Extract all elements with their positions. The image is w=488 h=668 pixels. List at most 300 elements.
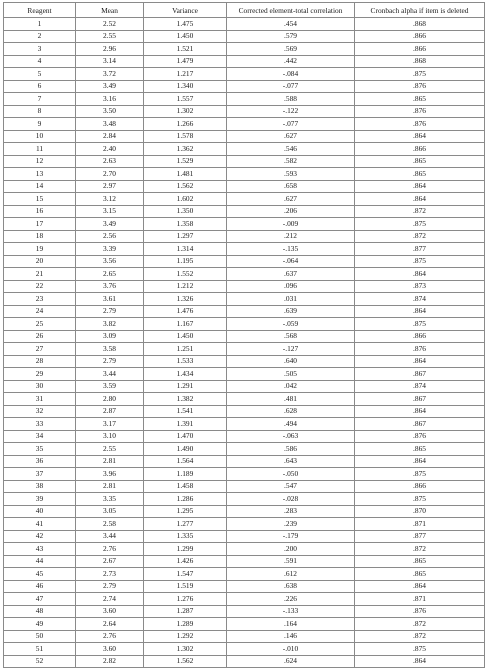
mean-cell: 2.76	[76, 630, 144, 643]
mean-cell: 2.76	[76, 543, 144, 556]
alpha-cell: .877	[355, 243, 485, 256]
table-row	[4, 168, 485, 181]
alpha-cell: .877	[355, 530, 485, 543]
mean-cell: 3.58	[76, 343, 144, 356]
variance-cell: 1.476	[144, 305, 227, 318]
correlation-cell: -.050	[227, 468, 355, 481]
variance-cell: 1.521	[144, 43, 227, 56]
correlation-cell: .226	[227, 593, 355, 606]
correlation-cell: .546	[227, 143, 355, 156]
reagent-cell: 20	[4, 255, 76, 268]
reagent-cell: 7	[4, 93, 76, 106]
mean-cell: 3.49	[76, 218, 144, 231]
correlation-cell: .505	[227, 368, 355, 381]
variance-cell: 1.434	[144, 368, 227, 381]
correlation-cell: .627	[227, 193, 355, 206]
table-row	[4, 368, 485, 381]
table-row	[4, 505, 485, 518]
variance-cell: 1.358	[144, 218, 227, 231]
correlation-cell: .547	[227, 480, 355, 493]
reagent-cell: 40	[4, 505, 76, 518]
alpha-cell: .866	[355, 30, 485, 43]
alpha-cell: .867	[355, 393, 485, 406]
reagent-cell: 29	[4, 368, 76, 381]
variance-cell: 1.251	[144, 343, 227, 356]
correlation-cell: -.084	[227, 68, 355, 81]
variance-cell: 1.167	[144, 318, 227, 331]
alpha-cell: .872	[355, 230, 485, 243]
mean-cell: 3.61	[76, 293, 144, 306]
mean-cell: 3.60	[76, 605, 144, 618]
mean-cell: 3.82	[76, 318, 144, 331]
mean-cell: 2.79	[76, 580, 144, 593]
alpha-cell: .867	[355, 418, 485, 431]
alpha-cell: .875	[355, 468, 485, 481]
correlation-cell: .612	[227, 568, 355, 581]
mean-cell: 3.12	[76, 193, 144, 206]
alpha-cell: .873	[355, 280, 485, 293]
mean-cell: 3.49	[76, 80, 144, 93]
reagent-cell: 52	[4, 655, 76, 668]
correlation-cell: .658	[227, 180, 355, 193]
table-row	[4, 605, 485, 618]
alpha-cell: .865	[355, 155, 485, 168]
correlation-cell: .164	[227, 618, 355, 631]
correlation-cell: .643	[227, 455, 355, 468]
table-row	[4, 155, 485, 168]
table-row	[4, 180, 485, 193]
table-row	[4, 105, 485, 118]
mean-cell: 2.70	[76, 168, 144, 181]
reagent-cell: 9	[4, 118, 76, 131]
header-row	[4, 3, 485, 18]
reagent-cell: 42	[4, 530, 76, 543]
mean-cell: 2.55	[76, 30, 144, 43]
reagent-cell: 1	[4, 18, 76, 31]
mean-cell: 2.80	[76, 393, 144, 406]
mean-cell: 2.40	[76, 143, 144, 156]
reagent-cell: 35	[4, 443, 76, 456]
reagent-cell: 33	[4, 418, 76, 431]
alpha-cell: .874	[355, 380, 485, 393]
table-row	[4, 543, 485, 556]
header-mean: Mean	[76, 3, 144, 18]
alpha-cell: .868	[355, 18, 485, 31]
table-row	[4, 430, 485, 443]
correlation-cell: .588	[227, 93, 355, 106]
alpha-cell: .876	[355, 80, 485, 93]
table-row	[4, 580, 485, 593]
table-row	[4, 455, 485, 468]
table-row	[4, 443, 485, 456]
reagent-cell: 48	[4, 605, 76, 618]
variance-cell: 1.302	[144, 105, 227, 118]
alpha-cell: .867	[355, 368, 485, 381]
alpha-cell: .864	[355, 130, 485, 143]
reagent-cell: 49	[4, 618, 76, 631]
mean-cell: 2.79	[76, 355, 144, 368]
variance-cell: 1.490	[144, 443, 227, 456]
alpha-cell: .874	[355, 293, 485, 306]
mean-cell: 3.60	[76, 643, 144, 656]
alpha-cell: .865	[355, 93, 485, 106]
reagent-cell: 36	[4, 455, 76, 468]
variance-cell: 1.195	[144, 255, 227, 268]
correlation-cell: .593	[227, 168, 355, 181]
correlation-cell: .586	[227, 443, 355, 456]
alpha-cell: .865	[355, 555, 485, 568]
reagent-cell: 39	[4, 493, 76, 506]
mean-cell: 3.59	[76, 380, 144, 393]
mean-cell: 2.82	[76, 655, 144, 668]
reagent-cell: 46	[4, 580, 76, 593]
mean-cell: 2.65	[76, 268, 144, 281]
mean-cell: 2.67	[76, 555, 144, 568]
correlation-cell: .442	[227, 55, 355, 68]
reagent-cell: 28	[4, 355, 76, 368]
variance-cell: 1.564	[144, 455, 227, 468]
table-row	[4, 243, 485, 256]
correlation-cell: .637	[227, 268, 355, 281]
variance-cell: 1.458	[144, 480, 227, 493]
header-reagent: Reagent	[4, 3, 76, 18]
correlation-cell: -.179	[227, 530, 355, 543]
mean-cell: 2.52	[76, 18, 144, 31]
variance-cell: 1.562	[144, 655, 227, 668]
reagent-cell: 19	[4, 243, 76, 256]
mean-cell: 2.79	[76, 305, 144, 318]
reagent-cell: 30	[4, 380, 76, 393]
correlation-cell: -.064	[227, 255, 355, 268]
mean-cell: 2.97	[76, 180, 144, 193]
correlation-cell: .638	[227, 580, 355, 593]
variance-cell: 1.266	[144, 118, 227, 131]
alpha-cell: .875	[355, 68, 485, 81]
correlation-cell: -.077	[227, 80, 355, 93]
reagent-cell: 5	[4, 68, 76, 81]
alpha-cell: .871	[355, 518, 485, 531]
variance-cell: 1.382	[144, 393, 227, 406]
mean-cell: 3.50	[76, 105, 144, 118]
correlation-cell: .146	[227, 630, 355, 643]
alpha-cell: .875	[355, 255, 485, 268]
mean-cell: 3.48	[76, 118, 144, 131]
variance-cell: 1.450	[144, 30, 227, 43]
correlation-cell: .096	[227, 280, 355, 293]
variance-cell: 1.350	[144, 205, 227, 218]
reagent-cell: 27	[4, 343, 76, 356]
variance-cell: 1.189	[144, 468, 227, 481]
variance-cell: 1.326	[144, 293, 227, 306]
table-row	[4, 130, 485, 143]
variance-cell: 1.299	[144, 543, 227, 556]
table-row	[4, 143, 485, 156]
variance-cell: 1.578	[144, 130, 227, 143]
correlation-cell: .031	[227, 293, 355, 306]
reagent-cell: 25	[4, 318, 76, 331]
alpha-cell: .866	[355, 143, 485, 156]
variance-cell: 1.314	[144, 243, 227, 256]
variance-cell: 1.292	[144, 630, 227, 643]
variance-cell: 1.362	[144, 143, 227, 156]
reagent-cell: 16	[4, 205, 76, 218]
correlation-cell: .582	[227, 155, 355, 168]
header-corrected-correlation: Corrected element-total correlation	[227, 3, 355, 18]
table-row	[4, 305, 485, 318]
alpha-cell: .872	[355, 630, 485, 643]
table-row	[4, 555, 485, 568]
alpha-cell: .876	[355, 105, 485, 118]
reagent-cell: 51	[4, 643, 76, 656]
reagent-cell: 50	[4, 630, 76, 643]
correlation-cell: -.122	[227, 105, 355, 118]
table-row	[4, 568, 485, 581]
table-row	[4, 380, 485, 393]
table-row	[4, 480, 485, 493]
alpha-cell: .875	[355, 643, 485, 656]
reagent-cell: 10	[4, 130, 76, 143]
alpha-cell: .865	[355, 568, 485, 581]
mean-cell: 3.10	[76, 430, 144, 443]
variance-cell: 1.335	[144, 530, 227, 543]
correlation-cell: .569	[227, 43, 355, 56]
reagent-cell: 47	[4, 593, 76, 606]
table-row	[4, 30, 485, 43]
table-row	[4, 330, 485, 343]
correlation-cell: .494	[227, 418, 355, 431]
reagent-cell: 43	[4, 543, 76, 556]
correlation-cell: .239	[227, 518, 355, 531]
alpha-cell: .864	[355, 180, 485, 193]
table-row	[4, 43, 485, 56]
table-row	[4, 593, 485, 606]
table-row	[4, 255, 485, 268]
alpha-cell: .872	[355, 618, 485, 631]
mean-cell: 2.56	[76, 230, 144, 243]
table-row	[4, 518, 485, 531]
mean-cell: 2.64	[76, 618, 144, 631]
alpha-cell: .866	[355, 480, 485, 493]
reagent-cell: 17	[4, 218, 76, 231]
reagent-cell: 45	[4, 568, 76, 581]
variance-cell: 1.479	[144, 55, 227, 68]
table-header	[4, 3, 485, 18]
alpha-cell: .864	[355, 455, 485, 468]
table-row	[4, 630, 485, 643]
table-row	[4, 18, 485, 31]
variance-cell: 1.289	[144, 618, 227, 631]
alpha-cell: .864	[355, 268, 485, 281]
variance-cell: 1.286	[144, 493, 227, 506]
reagent-cell: 12	[4, 155, 76, 168]
mean-cell: 2.81	[76, 480, 144, 493]
reagent-cell: 15	[4, 193, 76, 206]
table-row	[4, 343, 485, 356]
reagent-cell: 8	[4, 105, 76, 118]
alpha-cell: .864	[355, 193, 485, 206]
table-row	[4, 280, 485, 293]
variance-cell: 1.340	[144, 80, 227, 93]
variance-cell: 1.295	[144, 505, 227, 518]
mean-cell: 3.39	[76, 243, 144, 256]
alpha-cell: .875	[355, 218, 485, 231]
alpha-cell: .864	[355, 580, 485, 593]
variance-cell: 1.391	[144, 418, 227, 431]
variance-cell: 1.533	[144, 355, 227, 368]
reagent-cell: 44	[4, 555, 76, 568]
table-row	[4, 80, 485, 93]
table-row	[4, 230, 485, 243]
variance-cell: 1.450	[144, 330, 227, 343]
correlation-cell: .627	[227, 130, 355, 143]
table-row	[4, 418, 485, 431]
alpha-cell: .872	[355, 205, 485, 218]
header-cronbach-alpha: Cronbach alpha if item is deleted	[355, 3, 485, 18]
reagent-cell: 6	[4, 80, 76, 93]
variance-cell: 1.475	[144, 18, 227, 31]
reagent-cell: 41	[4, 518, 76, 531]
variance-cell: 1.287	[144, 605, 227, 618]
variance-cell: 1.557	[144, 93, 227, 106]
variance-cell: 1.276	[144, 593, 227, 606]
reagent-cell: 23	[4, 293, 76, 306]
mean-cell: 3.15	[76, 205, 144, 218]
table-row	[4, 318, 485, 331]
correlation-cell: .591	[227, 555, 355, 568]
correlation-cell: .579	[227, 30, 355, 43]
correlation-cell: -.010	[227, 643, 355, 656]
variance-cell: 1.519	[144, 580, 227, 593]
alpha-cell: .875	[355, 318, 485, 331]
correlation-cell: .628	[227, 405, 355, 418]
alpha-cell: .865	[355, 168, 485, 181]
variance-cell: 1.602	[144, 193, 227, 206]
mean-cell: 3.09	[76, 330, 144, 343]
alpha-cell: .876	[355, 343, 485, 356]
reagent-cell: 32	[4, 405, 76, 418]
table-row	[4, 68, 485, 81]
alpha-cell: .876	[355, 605, 485, 618]
mean-cell: 2.81	[76, 455, 144, 468]
variance-cell: 1.291	[144, 380, 227, 393]
table-row	[4, 468, 485, 481]
correlation-cell: .200	[227, 543, 355, 556]
alpha-cell: .866	[355, 330, 485, 343]
alpha-cell: .864	[355, 355, 485, 368]
reagent-cell: 18	[4, 230, 76, 243]
mean-cell: 2.73	[76, 568, 144, 581]
mean-cell: 2.63	[76, 155, 144, 168]
correlation-cell: .639	[227, 305, 355, 318]
variance-cell: 1.562	[144, 180, 227, 193]
alpha-cell: .864	[355, 405, 485, 418]
table-row	[4, 493, 485, 506]
correlation-cell: -.059	[227, 318, 355, 331]
variance-cell: 1.552	[144, 268, 227, 281]
mean-cell: 2.87	[76, 405, 144, 418]
alpha-cell: .865	[355, 443, 485, 456]
correlation-cell: -.135	[227, 243, 355, 256]
reagent-cell: 2	[4, 30, 76, 43]
table-body	[4, 18, 485, 668]
mean-cell: 3.14	[76, 55, 144, 68]
variance-cell: 1.529	[144, 155, 227, 168]
reagent-cell: 37	[4, 468, 76, 481]
reagent-cell: 38	[4, 480, 76, 493]
correlation-cell: -.028	[227, 493, 355, 506]
table-row	[4, 355, 485, 368]
correlation-cell: .481	[227, 393, 355, 406]
mean-cell: 3.16	[76, 93, 144, 106]
table-row	[4, 218, 485, 231]
mean-cell: 3.44	[76, 530, 144, 543]
alpha-cell: .864	[355, 655, 485, 668]
header-variance: Variance	[144, 3, 227, 18]
reagent-cell: 31	[4, 393, 76, 406]
correlation-cell: .568	[227, 330, 355, 343]
alpha-cell: .866	[355, 43, 485, 56]
mean-cell: 2.58	[76, 518, 144, 531]
table-row	[4, 118, 485, 131]
reagent-cell: 24	[4, 305, 76, 318]
table-row	[4, 643, 485, 656]
table-row	[4, 55, 485, 68]
alpha-cell: .871	[355, 593, 485, 606]
variance-cell: 1.481	[144, 168, 227, 181]
table-row	[4, 205, 485, 218]
variance-cell: 1.277	[144, 518, 227, 531]
alpha-cell: .875	[355, 493, 485, 506]
mean-cell: 2.55	[76, 443, 144, 456]
correlation-cell: .206	[227, 205, 355, 218]
correlation-cell: -.127	[227, 343, 355, 356]
table-row	[4, 293, 485, 306]
variance-cell: 1.217	[144, 68, 227, 81]
correlation-cell: .212	[227, 230, 355, 243]
variance-cell: 1.302	[144, 643, 227, 656]
reagent-cell: 14	[4, 180, 76, 193]
mean-cell: 2.96	[76, 43, 144, 56]
alpha-cell: .876	[355, 118, 485, 131]
mean-cell: 3.72	[76, 68, 144, 81]
reagent-cell: 21	[4, 268, 76, 281]
correlation-cell: .454	[227, 18, 355, 31]
mean-cell: 3.05	[76, 505, 144, 518]
mean-cell: 3.17	[76, 418, 144, 431]
correlation-cell: -.063	[227, 430, 355, 443]
reagent-cell: 34	[4, 430, 76, 443]
mean-cell: 3.76	[76, 280, 144, 293]
mean-cell: 3.35	[76, 493, 144, 506]
reagent-cell: 26	[4, 330, 76, 343]
correlation-cell: .624	[227, 655, 355, 668]
correlation-cell: .640	[227, 355, 355, 368]
correlation-cell: -.009	[227, 218, 355, 231]
reagent-cell: 13	[4, 168, 76, 181]
alpha-cell: .876	[355, 430, 485, 443]
table-row	[4, 193, 485, 206]
variance-cell: 1.212	[144, 280, 227, 293]
table-row	[4, 405, 485, 418]
alpha-cell: .872	[355, 543, 485, 556]
reagent-cell: 11	[4, 143, 76, 156]
alpha-cell: .868	[355, 55, 485, 68]
variance-cell: 1.426	[144, 555, 227, 568]
correlation-cell: .042	[227, 380, 355, 393]
correlation-cell: -.133	[227, 605, 355, 618]
variance-cell: 1.547	[144, 568, 227, 581]
mean-cell: 3.44	[76, 368, 144, 381]
